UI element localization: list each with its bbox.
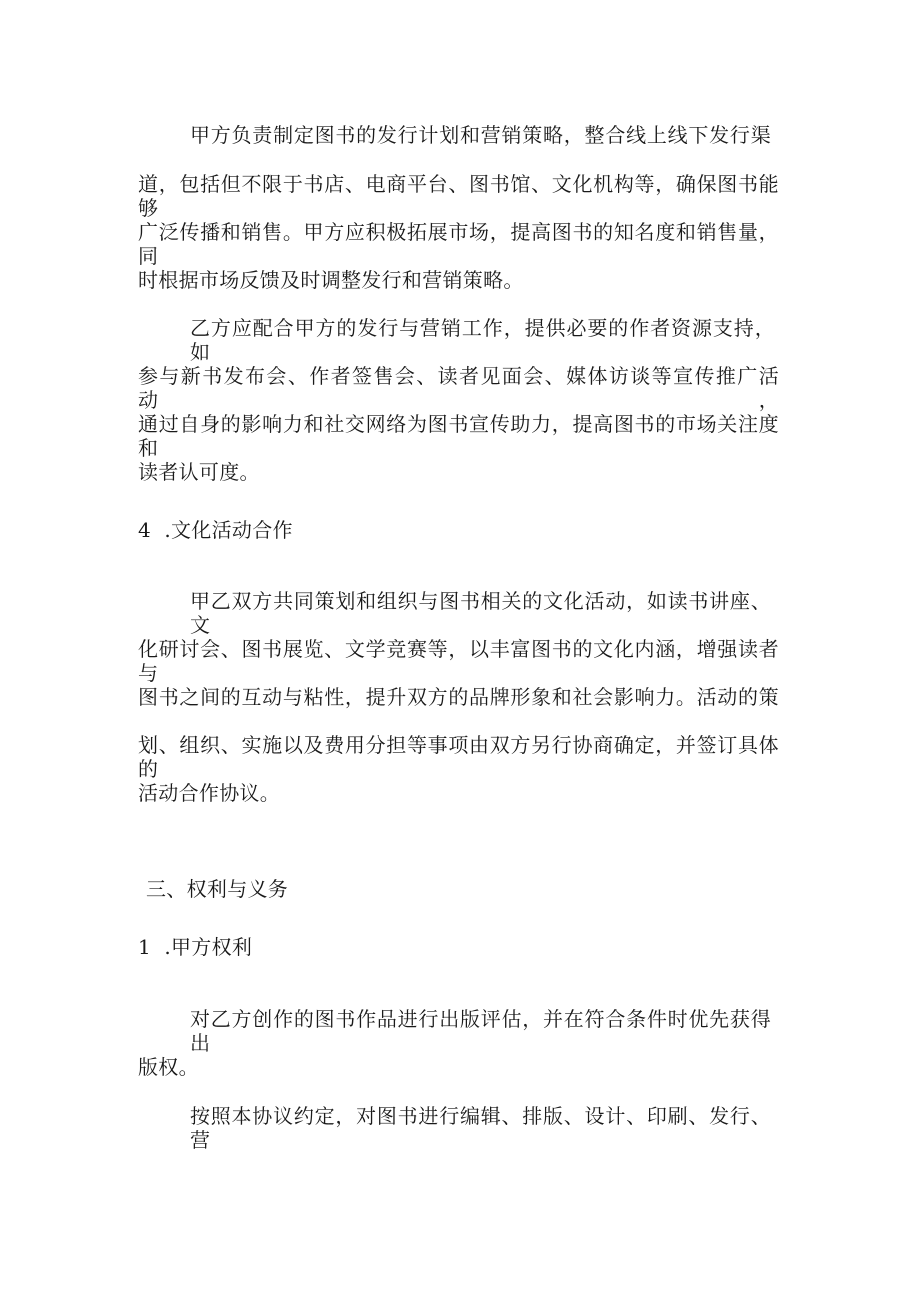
paragraph-3-line-4: 划、组织、实施以及费用分担等事项由双方另行协商确定，并签订具体的 — [138, 733, 779, 781]
paragraph-3-line-5: 活动合作协议。 — [138, 781, 281, 805]
paragraph-2-line-1: 乙方应配合甲方的发行与营销工作，提供必要的作者资源支持，如 — [190, 316, 775, 364]
subheading-cultural-activities: 4 .文化活动合作 — [138, 518, 293, 542]
paragraph-3-line-2: 化研讨会、图书展览、文学竞赛等，以丰富图书的文化内涵，增强读者与 — [138, 637, 779, 685]
paragraph-2-line-2: 参与新书发布会、作者签售会、读者见面会、媒体访谈等宣传推广活动， — [138, 364, 779, 412]
paragraph-4-line-1: 对乙方创作的图书作品进行出版评估，并在符合条件时优先获得出 — [190, 1007, 771, 1055]
paragraph-1-line-3: 广泛传播和销售。甲方应积极拓展市场，提高图书的知名度和销售量，同 — [138, 220, 779, 268]
subheading-party-a-rights: 1 .甲方权利 — [138, 935, 253, 959]
paragraph-2-line-4: 读者认可度。 — [138, 460, 260, 484]
paragraph-5-line-1: 按照本协议约定，对图书进行编辑、排版、设计、印刷、发行、营 — [190, 1104, 771, 1152]
paragraph-4-line-2: 版权。 — [138, 1055, 199, 1079]
section-heading-rights-obligations: 三、权利与义务 — [146, 877, 289, 901]
paragraph-2-line-3: 通过自身的影响力和社交网络为图书宣传助力，提高图书的市场关注度和 — [138, 412, 779, 460]
paragraph-3-line-1: 甲乙双方共同策划和组织与图书相关的文化活动，如读书讲座、文 — [190, 589, 771, 637]
paragraph-1-line-2: 道，包括但不限于书店、电商平台、图书馆、文化机构等，确保图书能够 — [138, 172, 779, 220]
paragraph-1-line-1: 甲方负责制定图书的发行计划和营销策略，整合线上线下发行渠 — [190, 123, 771, 147]
paragraph-1-line-4: 时根据市场反馈及时调整发行和营销策略。 — [138, 268, 524, 292]
paragraph-3-line-3: 图书之间的互动与粘性，提升双方的品牌形象和社会影响力。活动的策 — [138, 685, 779, 709]
